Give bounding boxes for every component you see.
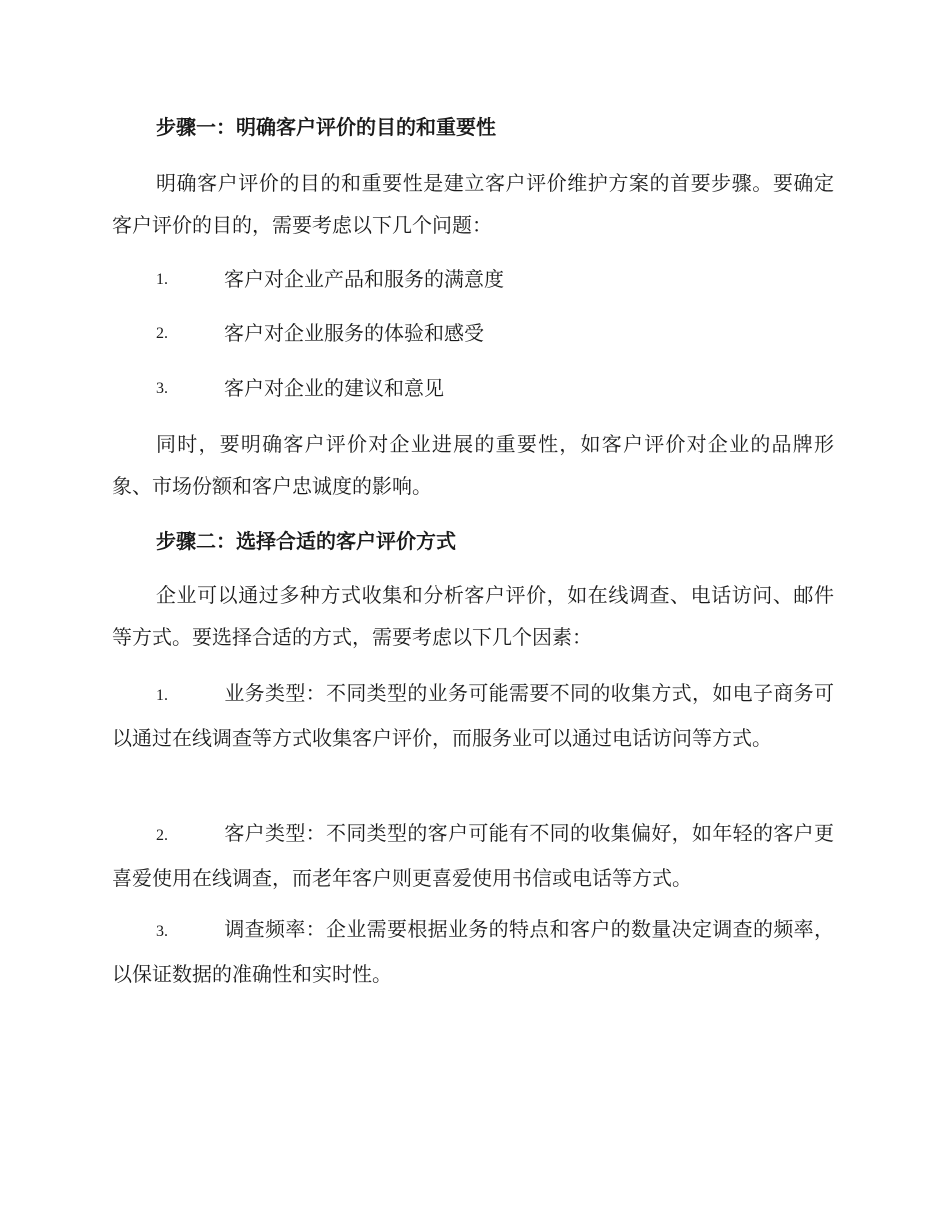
step1-item-2-text: 客户对企业服务的体验和感受: [224, 321, 484, 345]
step1-item-1-number: 1.: [156, 271, 168, 288]
step1-item-1-text: 客户对企业产品和服务的满意度: [224, 267, 504, 291]
step2-item-3-number: 3.: [156, 923, 168, 940]
step2-item-3: [112, 908, 834, 995]
step2-heading: 步骤二：选择合适的客户评价方式: [156, 529, 456, 553]
step2-item-1: [112, 672, 834, 759]
step2-item-1-number: 1.: [156, 687, 168, 704]
step1-item-3-text: 客户对企业的建议和意见: [224, 376, 444, 400]
step2-item-2: [112, 812, 834, 899]
step1-outro-paragraph: 同时，要明确客户评价对企业进展的重要性，如客户评价对企业的品牌形象、市场份额和客户忠诚度的影响。: [112, 432, 834, 498]
step2-intro-paragraph: 企业可以通过多种方式收集和分析客户评价，如在线调查、电话访问、邮件等方式。要选择合适的方式，需要考虑以下几个因素：: [112, 583, 834, 649]
step1-intro-paragraph: 明确客户评价的目的和重要性是建立客户评价维护方案的首要步骤。要确定客户评价的目的，需要考虑以下几个问题：: [112, 171, 834, 237]
step2-item-3-text: 调查频率：企业需要根据业务的特点和客户的数量决定调查的频率，以保证数据的准确性和实时性。: [112, 917, 834, 986]
step1-item-2-number: 2.: [156, 325, 168, 342]
step1-item-3-number: 3.: [156, 380, 168, 397]
step2-item-2-number: 2.: [156, 827, 168, 844]
step1-heading: 步骤一：明确客户评价的目的和重要性: [156, 115, 496, 139]
step2-item-1-text: 业务类型：不同类型的业务可能需要不同的收集方式，如电子商务可以通过在线调查等方式收集客户评价，而服务业可以通过电话访问等方式。: [112, 681, 834, 750]
step2-item-2-text: 客户类型：不同类型的客户可能有不同的收集偏好，如年轻的客户更喜爱使用在线调查，而老年客户则更喜爱使用书信或电话等方式。: [112, 821, 834, 890]
